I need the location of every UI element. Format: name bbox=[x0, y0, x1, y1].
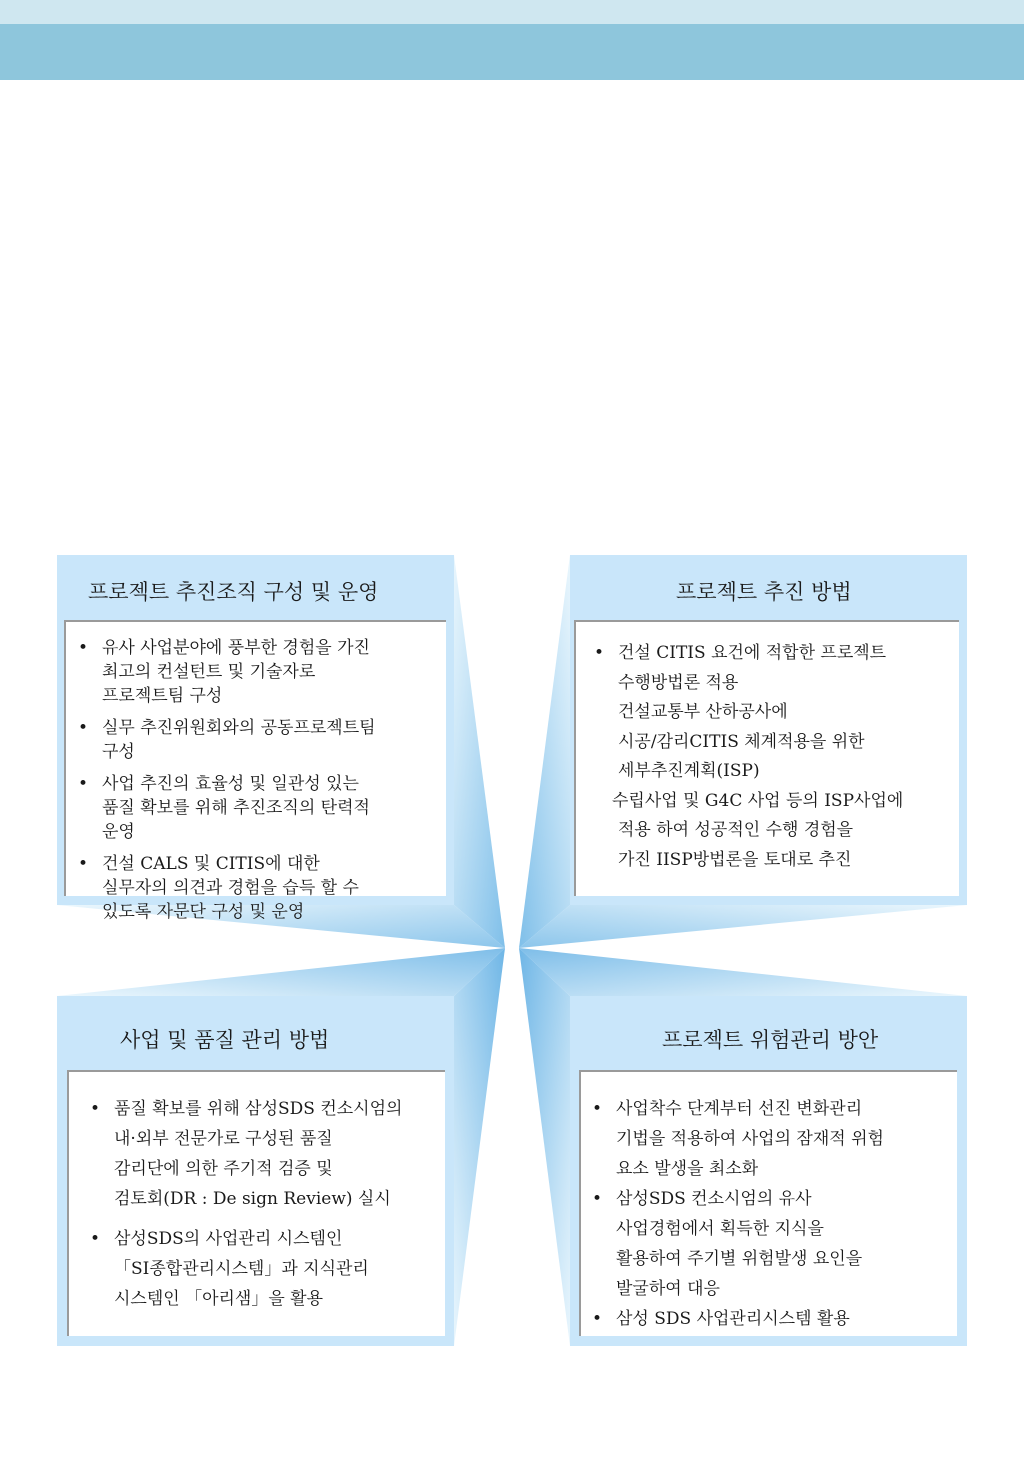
quadrant-title: 프로젝트 추진 방법 bbox=[676, 580, 852, 604]
list-item: • 삼성 SDS 사업관리시스템 활용 bbox=[586, 1304, 956, 1334]
item-list bbox=[588, 639, 958, 875]
bullet: • bbox=[90, 1229, 101, 1249]
item-list bbox=[586, 1094, 956, 1334]
bullet: • bbox=[78, 854, 89, 874]
item-list bbox=[72, 636, 444, 932]
list-item: • 사업 추진의 효율성 및 일관성 있는 품질 확보를 위해 추진조직의 탄력적 운영 bbox=[78, 774, 370, 842]
bullet: • bbox=[592, 1309, 603, 1329]
item-list bbox=[84, 1094, 446, 1314]
list-item: • 품질 확보를 위해 삼성SDS 컨소시엄의 내·외부 전문가로 구성된 품질 감리단에 의한 주기적 검증 및 검토회(DR : De sign Review) 실시 bbox=[84, 1094, 446, 1214]
header-band-dark bbox=[0, 24, 1024, 80]
quadrant-title: 프로젝트 위험관리 방안 bbox=[662, 1028, 879, 1052]
header-band-light bbox=[0, 0, 1024, 24]
list-item: • 삼성SDS 컨소시엄의 유사 사업경험에서 획득한 지식을 활용하여 주기별 위험발생 요인을 발굴하여 대응 bbox=[586, 1184, 956, 1304]
list-item: • 건설 CITIS 요건에 적합한 프로젝트 수행방법론 적용 건설교통부 산하공사에 시공/감리CITIS 체계적용을 위한 세부추진계획(ISP) 수립사업 및 G4C 사업 등의 ISP사업에 적용 하여 성공적인 수행 경험을 가진 IISP방법론을 토대로 추진 bbox=[588, 639, 958, 875]
bullet: • bbox=[592, 1099, 603, 1119]
quadrant-title: 사업 및 품질 관리 방법 bbox=[120, 1028, 330, 1052]
list-item: • 실무 추진위원회와의 공동프로젝트팀 구성 bbox=[78, 718, 376, 762]
bullet: • bbox=[78, 638, 89, 658]
bullet: • bbox=[78, 774, 89, 794]
bullet: • bbox=[90, 1099, 101, 1119]
bullet: • bbox=[592, 1189, 603, 1209]
list-item: • 사업착수 단계부터 선진 변화관리 기법을 적용하여 사업의 잠재적 위험 요소 발생을 최소화 bbox=[586, 1094, 956, 1184]
bullet: • bbox=[594, 643, 605, 663]
list-item: • 유사 사업분야에 풍부한 경험을 가진 최고의 컨설턴트 및 기술자로 프로젝트팀 구성 bbox=[78, 638, 370, 706]
bullet: • bbox=[78, 718, 89, 738]
list-item: • 삼성SDS의 사업관리 시스템인 「SI종합관리시스템」과 지식관리 시스템인 「아리샘」을 활용 bbox=[84, 1224, 446, 1314]
quadrant-title: 프로젝트 추진조직 구성 및 운영 bbox=[88, 580, 379, 604]
list-item: • 건설 CALS 및 CITIS에 대한 실무자의 의견과 경험을 습득 할 수 있도록 자문단 구성 및 운영 bbox=[78, 854, 359, 922]
